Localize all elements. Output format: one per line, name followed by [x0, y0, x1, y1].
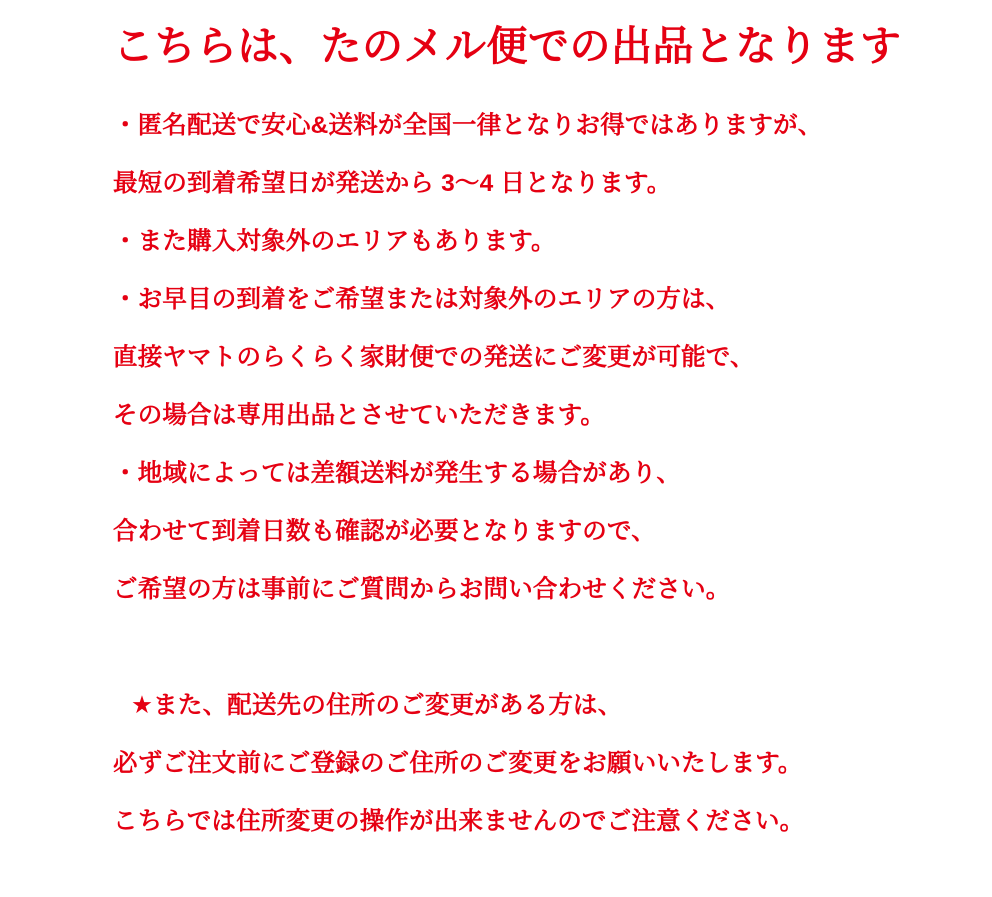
notice-line: 必ずご注文前にご登録のご住所のご変更をお願いいたします。 — [113, 749, 803, 777]
page-title: こちらは、たのメル便での出品となります — [113, 23, 902, 69]
notice-line: ・お早目の到着をご希望または対象外のエリアの方は、 — [113, 285, 731, 313]
notice-line: 合わせて到着日数も確認が必要となりますので、 — [113, 517, 656, 545]
notice-line: ・また購入対象外のエリアもあります。 — [113, 227, 556, 255]
notice-line: ・匿名配送で安心&送料が全国一律となりお得ではありますが、 — [113, 111, 823, 139]
notice-line: ご希望の方は事前にご質問からお問い合わせください。 — [113, 575, 731, 603]
notice-line-spacer — [113, 619, 992, 677]
notice-line: こちらでは住所変更の操作が出来ませんのでご注意ください。 — [113, 807, 805, 835]
notice-body — [0, 71, 992, 851]
notice-line: ・地域によっては差額送料が発生する場合があり、 — [113, 459, 682, 487]
notice-line: その場合は専用出品とさせていただきます。 — [113, 401, 606, 429]
notice-line: ★また、配送先の住所のご変更がある方は、 — [131, 691, 623, 719]
notice-line: 直接ヤマトのらくらく家財便での発送にご変更が可能で、 — [113, 343, 755, 371]
notice-line: 最短の到着希望日が発送から 3～4 日となります。 — [113, 169, 672, 197]
